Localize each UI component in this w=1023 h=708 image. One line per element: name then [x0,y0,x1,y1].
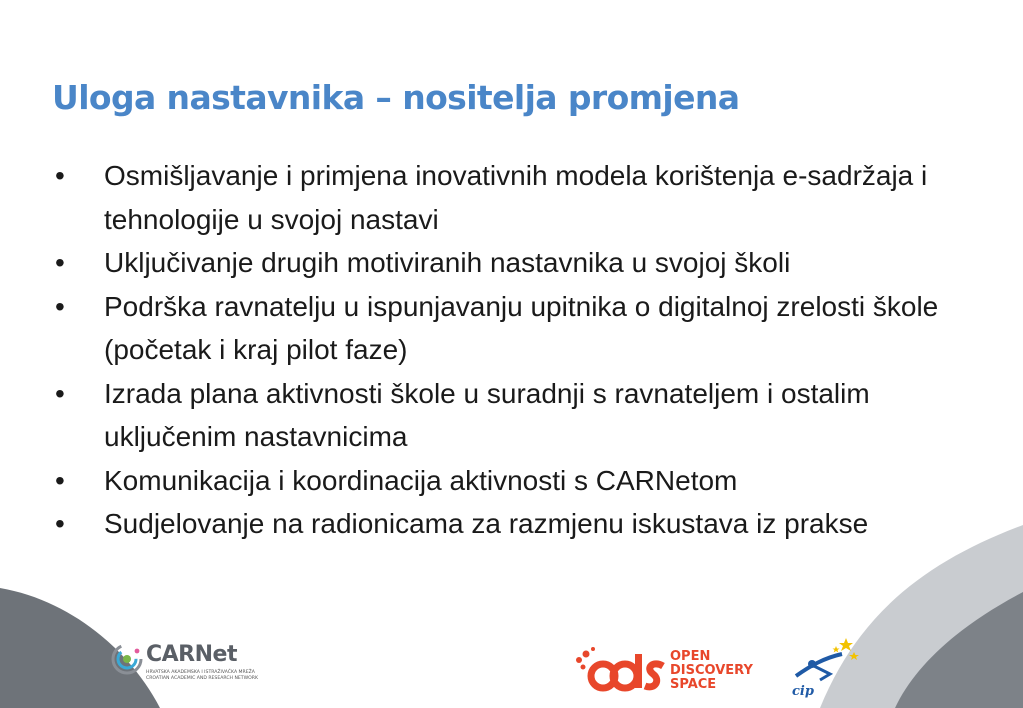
bullet-marker: • [55,464,65,496]
bullet-marker: • [55,160,65,191]
ods-wordmark [670,650,753,692]
open-discovery-space-logo [573,640,783,702]
bullet-text: Osmišljavanje i primjena inovativnih modela korištenja e-sadržaja i tehnologije u svojoj nastavi [104,160,928,235]
carnet-tagline-en: CROATIAN ACADEMIC AND RESEARCH NETWORK [146,676,258,681]
cip-wordmark: cip [792,684,814,699]
bullet-text: Podrška ravnatelju u ispunjavanju upitnika o digitalnoj zrelosti škole (početak i kraj pilot faze) [104,290,939,365]
bullet-item [52,502,982,546]
bullet-list [52,154,982,546]
bullet-text: Sudjelovanje na radionicama za razmjenu iskustava iz prakse [104,508,869,539]
bullet-text: Izrada plana aktivnosti škole u suradnji s ravnateljem i ostalim uključenim nastavnicima [104,377,870,452]
bullet-marker: • [55,508,65,539]
ods-line-space: SPACE [670,677,717,692]
carnet-tagline-hr: HRVATSKA AKADEMSKA I ISTRAŽIVAČKA MREŽA [146,670,255,675]
bullet-item [52,285,982,372]
carnet-logo [110,638,260,690]
bullet-item [52,241,982,285]
bullet-marker: • [55,247,65,278]
cip-skier-stars-icon [790,636,860,686]
carnet-swirl-icon [110,642,144,676]
bullet-text: Uključivanje drugih motiviranih nastavnika u svojoj školi [104,247,791,278]
ods-line-open: OPEN [670,649,711,664]
bullet-item [52,154,982,241]
bullet-text: Komunikacija i koordinacija aktivnosti s CARNetom [104,464,738,496]
ods-mark-icon [573,640,668,702]
carnet-tagline [146,670,258,682]
slide-title: Uloga nastavnika – nositelja promjena [52,78,740,117]
bullet-item [52,459,982,503]
cip-logo [790,636,860,704]
carnet-wordmark: CARNet [146,642,237,667]
ods-line-discovery: DISCOVERY [670,663,753,678]
bullet-item [52,372,982,459]
bullet-marker: • [55,290,65,322]
bullet-marker: • [55,377,65,409]
